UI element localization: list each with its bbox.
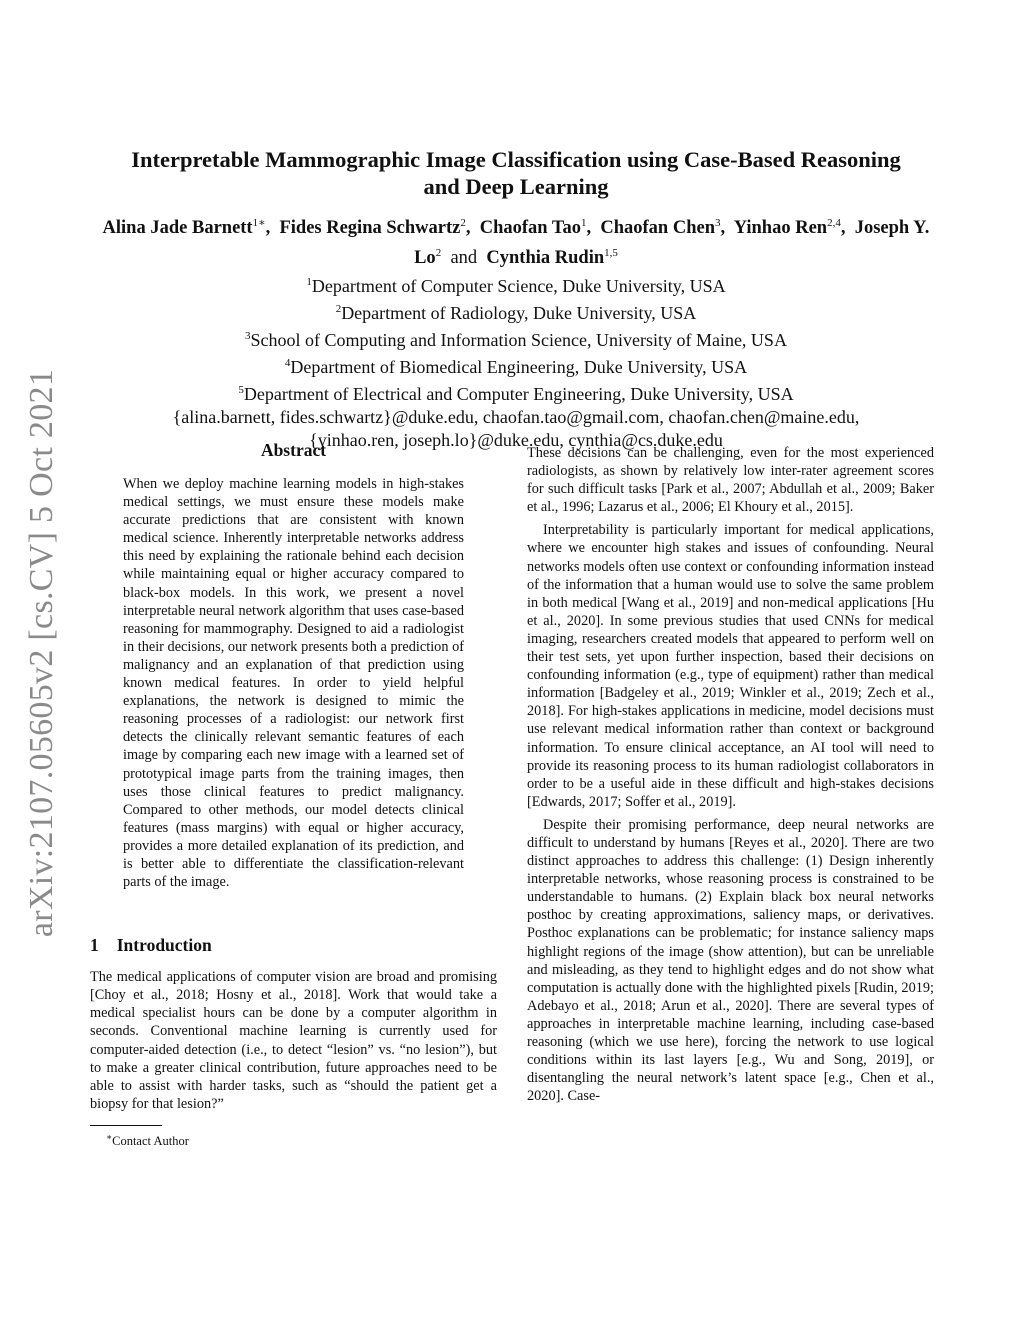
footnote-mark: ∗ <box>106 1131 113 1142</box>
affiliation-text: School of Computing and Information Science, University of Maine, USA <box>250 330 787 351</box>
affiliation-mark: 3 <box>245 330 251 343</box>
author-emails-line-2: {yinhao.ren, joseph.lo}@duke.edu, cynthia@cs.duke.edu <box>309 430 723 451</box>
author-affil-mark: 2,4 <box>827 217 841 229</box>
section-heading-introduction <box>90 935 497 956</box>
affiliation <box>96 352 936 379</box>
author-name: Chaofan Chen <box>600 218 715 239</box>
author-name: Alina Jade Barnett <box>102 218 253 239</box>
affiliation-text: Department of Biomedical Engineering, Duke University, USA <box>290 357 748 378</box>
author-and: and <box>450 248 478 269</box>
section-number: 1 <box>90 935 99 956</box>
author-name: Chaofan Tao <box>479 218 581 239</box>
footnote <box>90 1129 497 1149</box>
affiliation-text: Department of Radiology, Duke University, USA <box>341 303 697 324</box>
affiliation-mark: 2 <box>335 303 342 316</box>
affiliation-mark: 5 <box>238 384 244 397</box>
author-name: Joseph Y. Lo <box>414 218 930 269</box>
author-affil-mark: 1 <box>581 217 587 229</box>
section-title: Introduction <box>116 935 212 956</box>
title-line-1: Interpretable Mammographic Image Classification using Case-Based Reasoning <box>131 147 901 172</box>
affiliation-text: Department of Electrical and Computer Engineering, Duke University, USA <box>243 384 794 405</box>
author-emails-line-1: {alina.barnett, fides.schwartz}@duke.edu, chaofan.tao@gmail.com, chaofan.chen@maine.edu, <box>172 407 860 428</box>
affiliation <box>96 379 936 406</box>
author-name: Fides Regina Schwartz <box>279 218 461 239</box>
body-paragraph: Despite their promising performance, deep neural networks are difficult to understand by humans [Reyes et al., 2020]. There are two distinct approaches to address this challenge: (1) Design inherently interpretable networks, whose reasoning process is constrained to be understandable to humans. (2) Explain black box neural networks posthoc by creating approximations, saliency maps, or derivatives. Posthoc explanations can be problematic; for instance saliency maps highlight regions of the image (show attention), but can be unreliable and misleading, as they tend to highlight edges and do not show what computation is actually done with the highlighted pixels [Rudin, 2019; Adebayo et al., 2018; Arun et al., 2020]. There are several types of approaches in interpretable machine learning, including case-based reasoning (which we use here), forcing the network to use logical conditions within its last layers [e.g., Wu and Song, 2019], or disentangling the neural network’s latent space [e.g., Chen et al., 2020]. Case- <box>527 816 934 1105</box>
author-affil-mark: 1,5 <box>604 247 618 260</box>
footnote-text: Contact Author <box>112 1134 189 1149</box>
affiliation-list <box>96 271 936 452</box>
author-name: Cynthia Rudin <box>486 248 605 269</box>
author-affil-mark: 3 <box>715 217 721 229</box>
affiliation <box>96 298 936 325</box>
paper-title <box>96 146 936 200</box>
footnote-rule <box>90 1125 162 1126</box>
arxiv-identifier-text: arXiv:2107.05605v2 [cs.CV] 5 Oct 2021 <box>23 368 60 938</box>
arxiv-identifier <box>20 368 64 938</box>
author-list: Alina Jade Barnett$^{1∗}$, Fides Regina Schwartz$^2$, Chaofan Tao$^1$, Chaofan Chen$^3$, Yinhao Ren$^{2,4}$, Joseph Y. Lo$^2$ and Cynthia Rudin$^{1,5}$ <box>102 217 930 269</box>
paper-header <box>96 146 936 452</box>
body-paragraph: Interpretability is particularly important for medical applications, where we encounter high stakes and issues of confounding. Neural networks models often use context or confounding information instead of the information that a human would use to solve the same problem in both medical [Wang et al., 2019] and non-medical applications [Hu et al., 2020]. In some previous studies that used CNNs for medical imaging, researchers created models that appeared to perform well on their test sets, yet upon further inspection, based their decisions on confounding information (e.g., type of equipment) rather than medical information [Badgeley et al., 2019; Winkler et al., 2019; Zech et al., 2018]. For high-stakes applications in medicine, model decisions must use relevant medical information rather than context or background information. To ensure clinical acceptance, an AI tool will need to provide its reasoning process to its human radiologist collaborators in order to be a useful aide in these difficult and high-stakes decisions [Edwards, 2017; Soffer et al., 2019]. <box>527 522 934 810</box>
affiliation <box>96 271 936 298</box>
author-name: Yinhao Ren <box>733 218 828 239</box>
intro-paragraph-1: The medical applications of computer vision are broad and promising [Choy et al., 2018; Hosny et al., 2018]. Work that would take a medical specialist hours can be done by a computer algorithm in seconds. Conventional machine learning is currently used for computer-aided detection (i.e., to detect “lesion” vs. “no lesion”), but to make a greater clinical contribution, future approaches need to be able to assist with harder tasks, such as “should the patient get a biopsy for that lesion?” <box>90 969 497 1112</box>
author-affil-mark: 2 <box>435 247 442 260</box>
author-affil-mark: 2 <box>460 217 466 229</box>
affiliation-mark: 1 <box>306 276 312 289</box>
affiliation-mark: 4 <box>284 357 291 370</box>
affiliation <box>96 325 936 352</box>
right-column <box>527 444 934 1105</box>
abstract-text: When we deploy machine learning models in high-stakes medical settings, we must ensure these models make accurate predictions that are consistent with known medical science. Inherently interpretable networks address this need by explaining the rationale behind each decision while maintaining equal or higher accuracy compared to black-box models. In this work, we present a novel interpretable neural network algorithm that uses case-based reasoning for mammography. Designed to aid a radiologist in their decisions, our network presents both a prediction of malignancy and an explanation of that prediction using known medical features. In order to yield helpful explanations, the network is designed to mimic the reasoning processes of a radiologist: our network first detects the clinically relevant semantic features of each image by comparing each new image with a learned set of prototypical image parts from the training images, then uses those clinical features to predict malignancy. Compared to other methods, our model detects clinical features (mass margins) with equal or higher accuracy, provides a more detailed explanation of its prediction, and is better able to differentiate the classification-relevant parts of the image. <box>123 476 464 891</box>
title-line-2: and Deep Learning <box>423 174 609 199</box>
abstract-heading: Abstract <box>260 440 327 460</box>
body-paragraph: These decisions can be challenging, even for the most experienced radiologists, as shown by relatively low inter-rater agreement scores for such difficult tasks [Park et al., 2007; Abdullah et al., 2009; Baker et al., 1996; Lazarus et al., 2006; El Khoury et al., 2015]. <box>527 445 934 516</box>
affiliation-text: Department of Computer Science, Duke University, USA <box>311 276 726 297</box>
left-column <box>90 440 497 1149</box>
author-affil-mark: 1∗ <box>252 217 266 229</box>
